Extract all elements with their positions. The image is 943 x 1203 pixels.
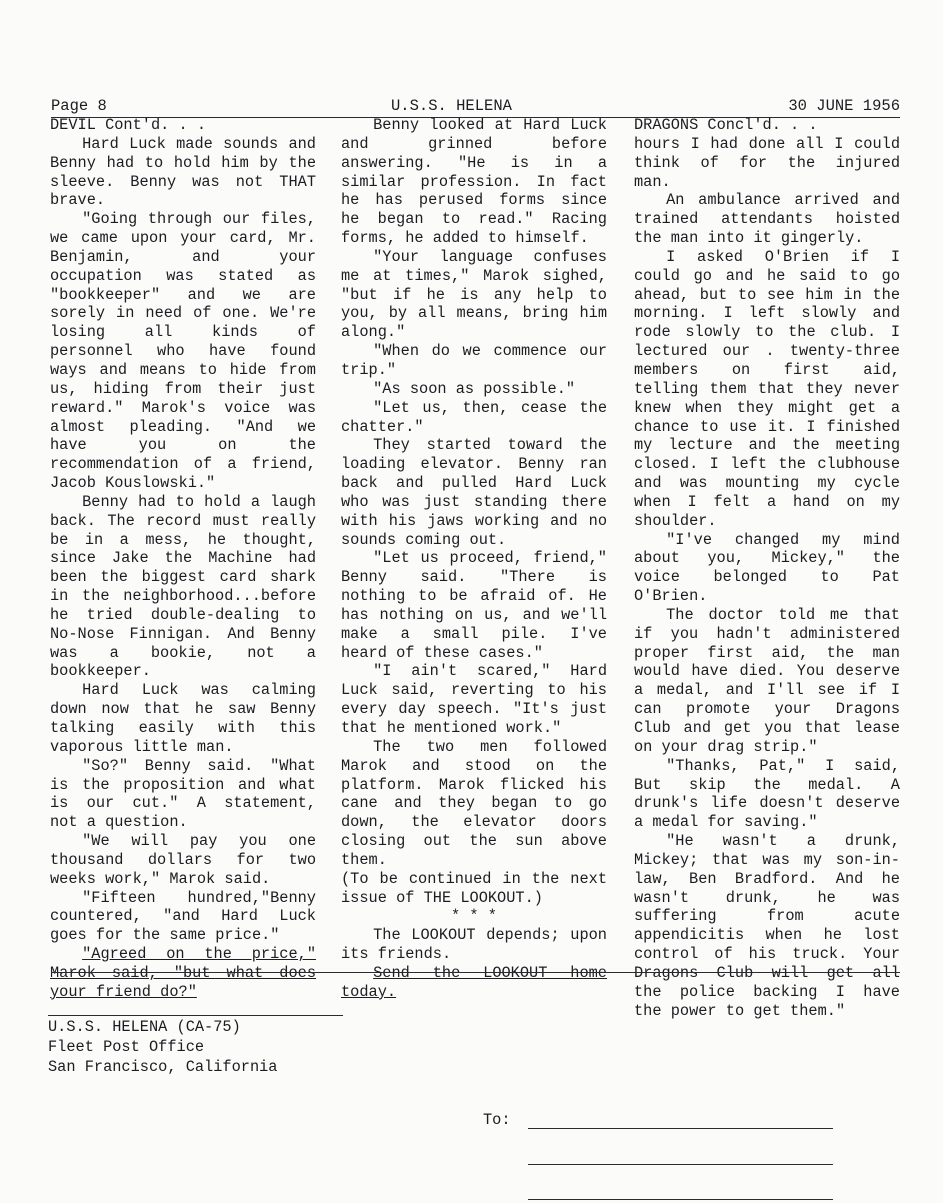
paragraph: "Let us proceed, friend," Benny said. "There is nothing to be afraid of. He has nothing on us, and we'll make a small pile. I've heard of these cases." <box>341 549 607 662</box>
paragraph: "Let us, then, cease the chatter." <box>341 398 607 436</box>
paragraph: "As soon as possible." <box>373 379 576 398</box>
paragraph: The LOOKOUT depends; upon its friends. <box>341 926 607 964</box>
issue-date: 30 JUNE 1956 <box>788 97 900 115</box>
paragraph: "Agreed on the price," Marok said, "but what does your friend do?" <box>50 945 316 1001</box>
paragraph: Hard Luck made sounds and Benny had to hold him by the sleeve. Benny was not THAT brave. <box>50 134 316 210</box>
paragraph: Send the LOOKOUT home today. <box>341 963 607 1001</box>
return-address <box>48 1017 278 1077</box>
paragraph: The two men followed Marok and stood on the platform. Marok flicked his cane and they began to go down, the elevator doors closing out the sun above them. <box>341 737 607 869</box>
paragraph: Hard Luck was calming down now that he saw Benny talking easily with this vaporous little man. <box>50 681 316 756</box>
return-address-line-3: San Francisco, California <box>48 1058 278 1076</box>
paragraph: The doctor told me that if you hadn't administered proper first aid, the man would have died. You deserve a medal, and I'll see if I can promote your Dragons Club and get you that lease on your drag strip." <box>634 605 900 756</box>
paragraph: "I've changed my mind about you, Mickey," the voice belonged to Pat O'Brien. <box>634 530 900 606</box>
paragraph: I asked O'Brien if I could go and he said to go ahead, but to see him in the morning. I left slowly and rode slowly to the club. I lectured our . twenty-three members on first aid, telling them that they never knew when they might get a chance to use it. I finished my lecture and the meeting closed. I left the clubhouse and was mounting my cycle when I felt a hand on my shoulder. <box>634 247 900 530</box>
return-address-line-2: Fleet Post Office <box>48 1038 205 1056</box>
paragraph: "He wasn't a drunk, Mickey; that was my son-in-law, Ben Bradford. And he wasn't drunk, he was suffering from acute appendicitis when he lost control of his truck. Your Dragons Club will get all the police backing I have the power to get them." <box>634 832 900 1020</box>
address-line-1 <box>528 1128 833 1129</box>
paragraph: "Fifteen hundred,"Benny countered, "and Hard Luck goes for the same price." <box>50 888 316 945</box>
column-3 <box>634 116 900 1021</box>
paragraph: "We will pay you one thousand dollars for two weeks work," Marok said. <box>50 832 316 888</box>
address-line-2 <box>528 1164 833 1165</box>
paragraph: Benny looked at Hard Luck and grinned before answering. "He is in a similar profession. In fact he has perused forms since he began to read." Racing forms, he added to himself. <box>341 116 607 248</box>
address-line-3 <box>528 1199 833 1200</box>
paragraph: (To be continued in the next issue of THE LOOKOUT.) <box>341 869 607 907</box>
to-label: To: <box>483 1111 511 1129</box>
paragraph: "So?" Benny said. "What is the proposition and what is our cut." A statement, not a question. <box>50 756 316 832</box>
paragraph: "Thanks, Pat," I said, But skip the medal. A drunk's life doesn't deserve a medal for saving." <box>634 756 900 832</box>
page-header <box>51 95 900 118</box>
column-2 <box>341 116 607 1002</box>
publication-title: U.S.S. HELENA <box>391 97 512 115</box>
paragraph: An ambulance arrived and trained attendants hoisted the man into it gingerly. <box>634 191 900 248</box>
column-1 <box>50 116 316 1002</box>
paragraph: Benny had to hold a laugh back. The record must really be in a mess, he thought, since Jake the Machine had been the biggest card shark in the neighborhood...before he tried double-dealing to No-Nose Finnigan. And Benny was a bookie, not a bookkeeper. <box>50 492 316 681</box>
page-number: Page 8 <box>51 97 107 115</box>
return-address-rule <box>48 1015 343 1016</box>
return-address-line-1: U.S.S. HELENA (CA-75) <box>48 1018 241 1036</box>
paragraph: DRAGONS Concl'd. . . <box>634 116 818 134</box>
paragraph: DEVIL Cont'd. . . <box>50 116 207 134</box>
paragraph: "Going through our files, we came upon your card, Mr. Benjamin, and your occupation was stated as "bookkeeper" and we are sorely in need of one. We're losing all kinds of personnel who have found ways and means to hide from us, hiding from their just reward." Marok's voice was almost pleading. "And we have you on the recommendation of a friend, Jacob Kouslowski." <box>50 210 316 493</box>
paragraph: They started toward the loading elevator. Benny ran back and pulled Hard Luck who was just standing there with his jaws working and no sounds coming out. <box>341 436 607 549</box>
footer-divider <box>51 972 900 973</box>
paragraph: "I ain't scared," Hard Luck said, reverting to his every day speech. "It's just that he mentioned work." <box>341 662 607 737</box>
paragraph: "When do we commence our trip." <box>341 342 607 379</box>
paragraph: hours I had done all I could think of for the injured man. <box>634 134 900 191</box>
paragraph: * * * <box>451 907 497 926</box>
paragraph: "Your language confuses me at times," Marok sighed, "but if he is any help to you, by all means, bring him along." <box>341 247 607 342</box>
